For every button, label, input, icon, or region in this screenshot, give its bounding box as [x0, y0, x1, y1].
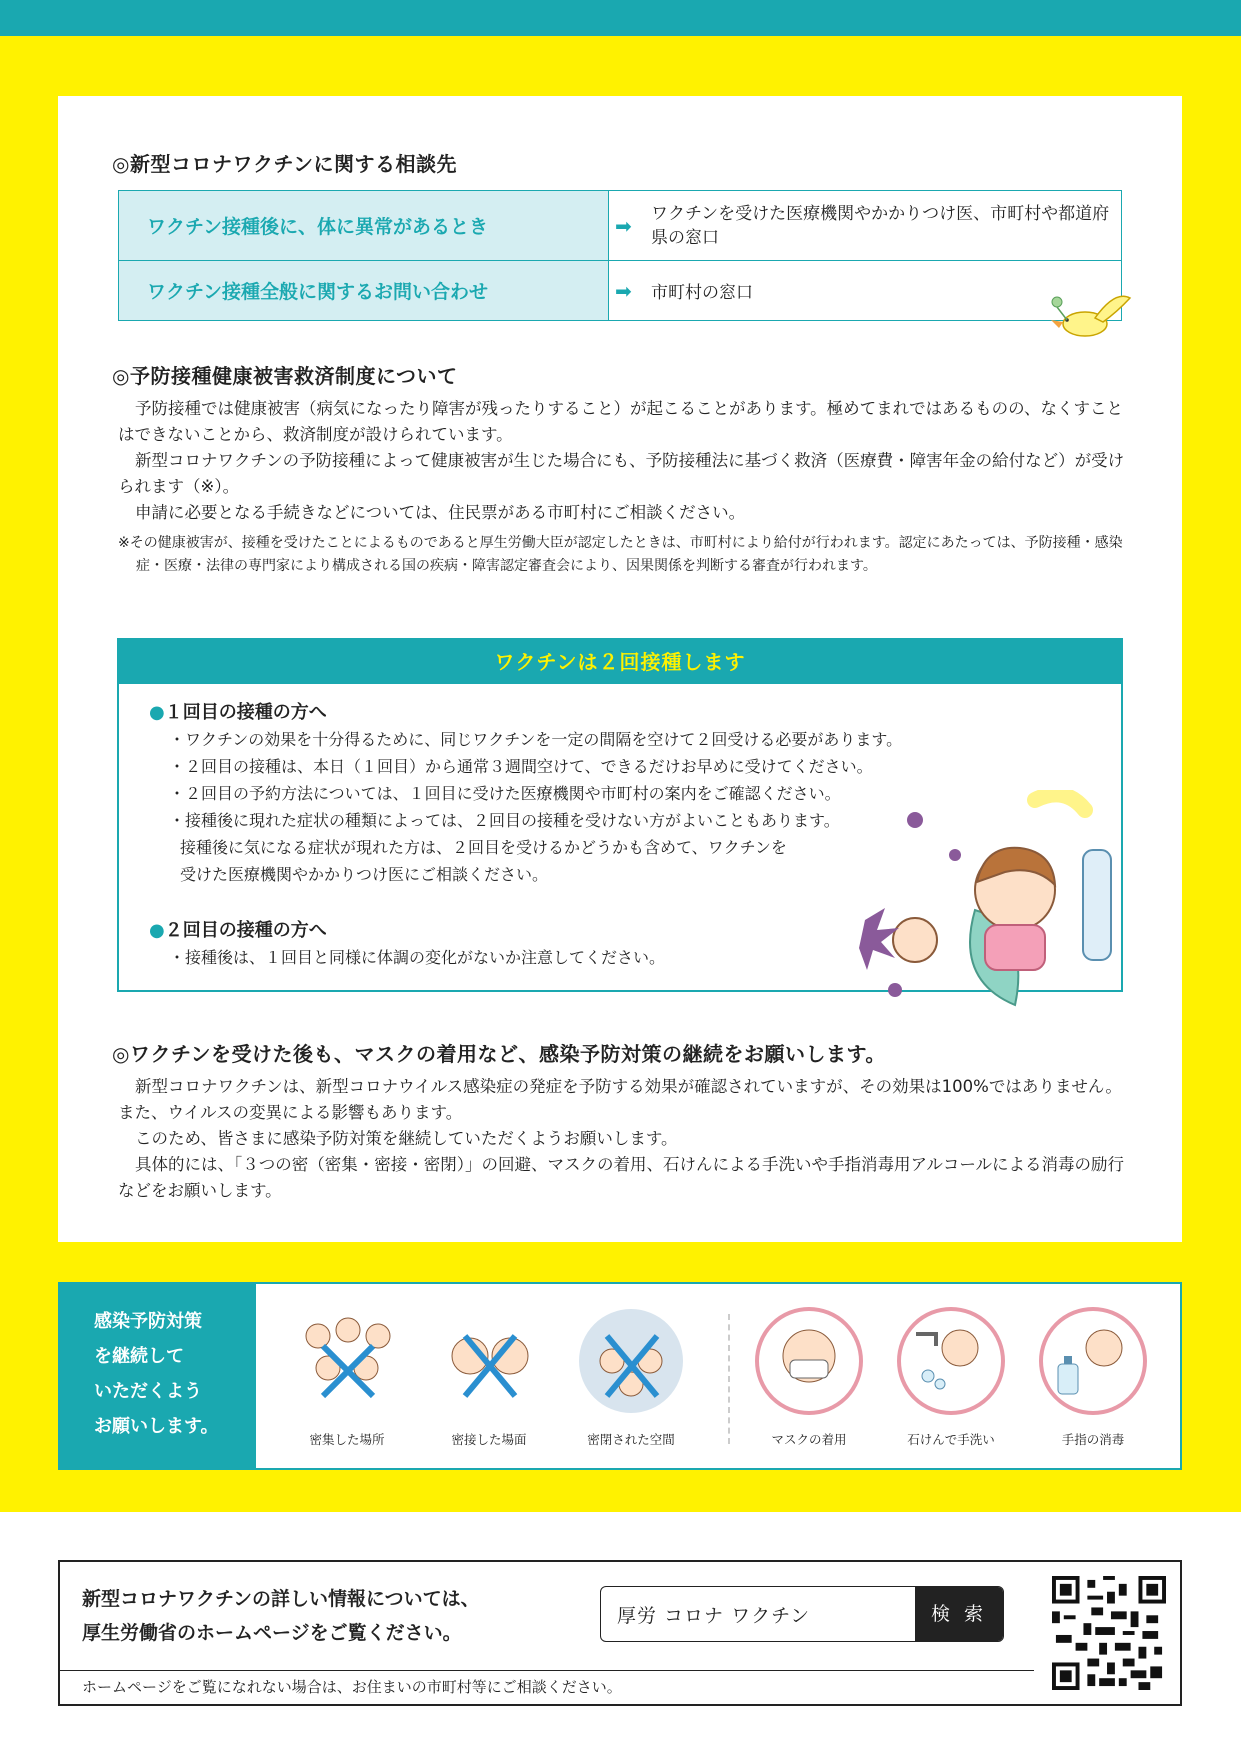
consult-row [119, 261, 1122, 321]
relief-note: ※その健康被害が、接種を受けたことによるものであると厚生労働大臣が認定したときは、市町村により給付が行われます。認定にあたっては、予防接種・感染症・医療・法律の専門家により構成される国の疾病・障害認定審査会により、因果関係を判断する審査が行われます。 [118, 535, 1123, 574]
bullet-dot-icon: ● [149, 702, 165, 723]
first-dose-list [169, 726, 949, 888]
close-contact-icon [430, 1306, 548, 1416]
consult-value: ワクチンを受けた医療機関やかかりつけ医、市町村や都道府県の窓口 [651, 203, 1110, 248]
consult-label: ワクチン接種全般に関するお問い合わせ [119, 261, 609, 321]
list-item: ・ワクチンの効果を十分得るために、同じワクチンを一定の間隔を空けて２回受ける必要があります。 [169, 730, 903, 749]
relief-body [118, 396, 1126, 526]
prevention-paragraph: 具体的には、「３つの密（密集・密接・密閉）」の回避、マスクの着用、石けんによる手洗いや手指消毒用アルコールによる消毒の励行などをお願いします。 [118, 1155, 1125, 1200]
list-item-continuation: 受けた医療機関やかかりつけ医にご相談ください。 [180, 865, 549, 884]
measure-item [1034, 1306, 1152, 1448]
bullet-dot-icon: ● [149, 920, 165, 941]
relief-paragraph: 予防接種では健康被害（病気になったり障害が残ったりすること）が起こることがあります。極めてまれではあるものの、なくすことはできないことから、救済制度が設けられています。 [118, 399, 1124, 444]
search-box [600, 1586, 1004, 1642]
consult-value: 市町村の窓口 [651, 283, 753, 303]
measure-caption: マスクの着用 [771, 1432, 847, 1447]
measure-caption: 石けんで手洗い [907, 1432, 995, 1447]
first-dose-heading: ●１回目の接種の方へ [149, 702, 327, 723]
prevention-body [118, 1074, 1126, 1204]
list-item: ・接種後は、１回目と同様に体調の変化がないか注意してください。 [169, 948, 666, 967]
measure-caption: 密集した場所 [309, 1432, 385, 1447]
top-bar [0, 0, 1241, 36]
two-doses-title: ワクチンは２回接種します [119, 640, 1121, 684]
search-button: 検 索 [915, 1587, 1003, 1642]
second-dose-heading: ●２回目の接種の方へ [149, 920, 327, 941]
measures-title: 感染予防対策 を継続して いただくよう お願いします。 [60, 1284, 256, 1468]
hero-kid-illustration-icon [855, 790, 1145, 1020]
sanitizer-icon [1034, 1306, 1152, 1416]
search-query: 厚労 コロナ ワクチン [617, 1605, 811, 1627]
measure-item [892, 1306, 1010, 1448]
list-item-continuation: 接種後に気になる症状が現れた方は、２回目を受けるかどうかも含めて、ワクチンを [180, 838, 787, 857]
list-item: ・２回目の接種は、本日（１回目）から通常３週間空けて、できるだけお早めに受けてください。 [169, 757, 873, 776]
measure-item [750, 1306, 868, 1448]
second-dose-list [169, 944, 949, 971]
prevention-paragraph: 新型コロナワクチンは、新型コロナウイルス感染症の発症を予防する効果が確認されていますが、その効果は100%ではありません。また、ウイルスの変異による影響もあります。 [118, 1077, 1122, 1122]
consult-row [119, 191, 1122, 261]
measure-caption: 密閉された空間 [587, 1432, 675, 1447]
arrow-right-icon: ➡ [615, 213, 632, 238]
consult-label: ワクチン接種後に、体に異常があるとき [119, 191, 609, 261]
relief-paragraph: 新型コロナワクチンの予防接種によって健康被害が生じた場合にも、予防接種法に基づく救済（医療費・障害年金の給付など）が受けられます（※）。 [118, 451, 1125, 496]
measure-item [430, 1306, 548, 1448]
arrow-right-icon: ➡ [615, 278, 632, 303]
mask-icon [750, 1306, 868, 1416]
prevention-heading: ◎ワクチンを受けた後も、マスクの着用など、感染予防対策の継続をお願いします。 [112, 1042, 886, 1066]
divider [728, 1314, 730, 1444]
relief-heading: ◎予防接種健康被害救済制度について [112, 364, 458, 388]
footer-bottom-note: ホームページをご覧になれない場合は、お住まいの市町村等にご相談ください。 [60, 1670, 1034, 1704]
footer-box [58, 1560, 1182, 1706]
measure-caption: 密接した場面 [451, 1432, 527, 1447]
measure-item [288, 1306, 406, 1448]
measure-item [572, 1306, 690, 1448]
crowded-place-icon [288, 1306, 406, 1416]
measures-box [58, 1282, 1182, 1470]
bird-illustration-icon [1045, 290, 1135, 350]
handwash-icon [892, 1306, 1010, 1416]
closed-space-icon [572, 1306, 690, 1416]
list-item: ・接種後に現れた症状の種類によっては、２回目の接種を受けない方がよいこともあります。 [169, 811, 840, 830]
list-item: ・２回目の予約方法については、１回目に受けた医療機関や市町村の案内をご確認ください。 [169, 784, 841, 803]
consult-table [118, 190, 1122, 321]
measure-caption: 手指の消毒 [1061, 1432, 1125, 1447]
consult-heading: ◎新型コロナワクチンに関する相談先 [112, 152, 457, 176]
qr-code-icon [1052, 1576, 1166, 1690]
footer-text: 新型コロナワクチンの詳しい情報については、 厚生労働省のホームページをご覧ください。 [82, 1588, 480, 1644]
prevention-paragraph: このため、皆さまに感染予防対策を継続していただくようお願いします。 [135, 1129, 678, 1148]
relief-paragraph: 申請に必要となる手続きなどについては、住民票がある市町村にご相談ください。 [135, 503, 746, 522]
